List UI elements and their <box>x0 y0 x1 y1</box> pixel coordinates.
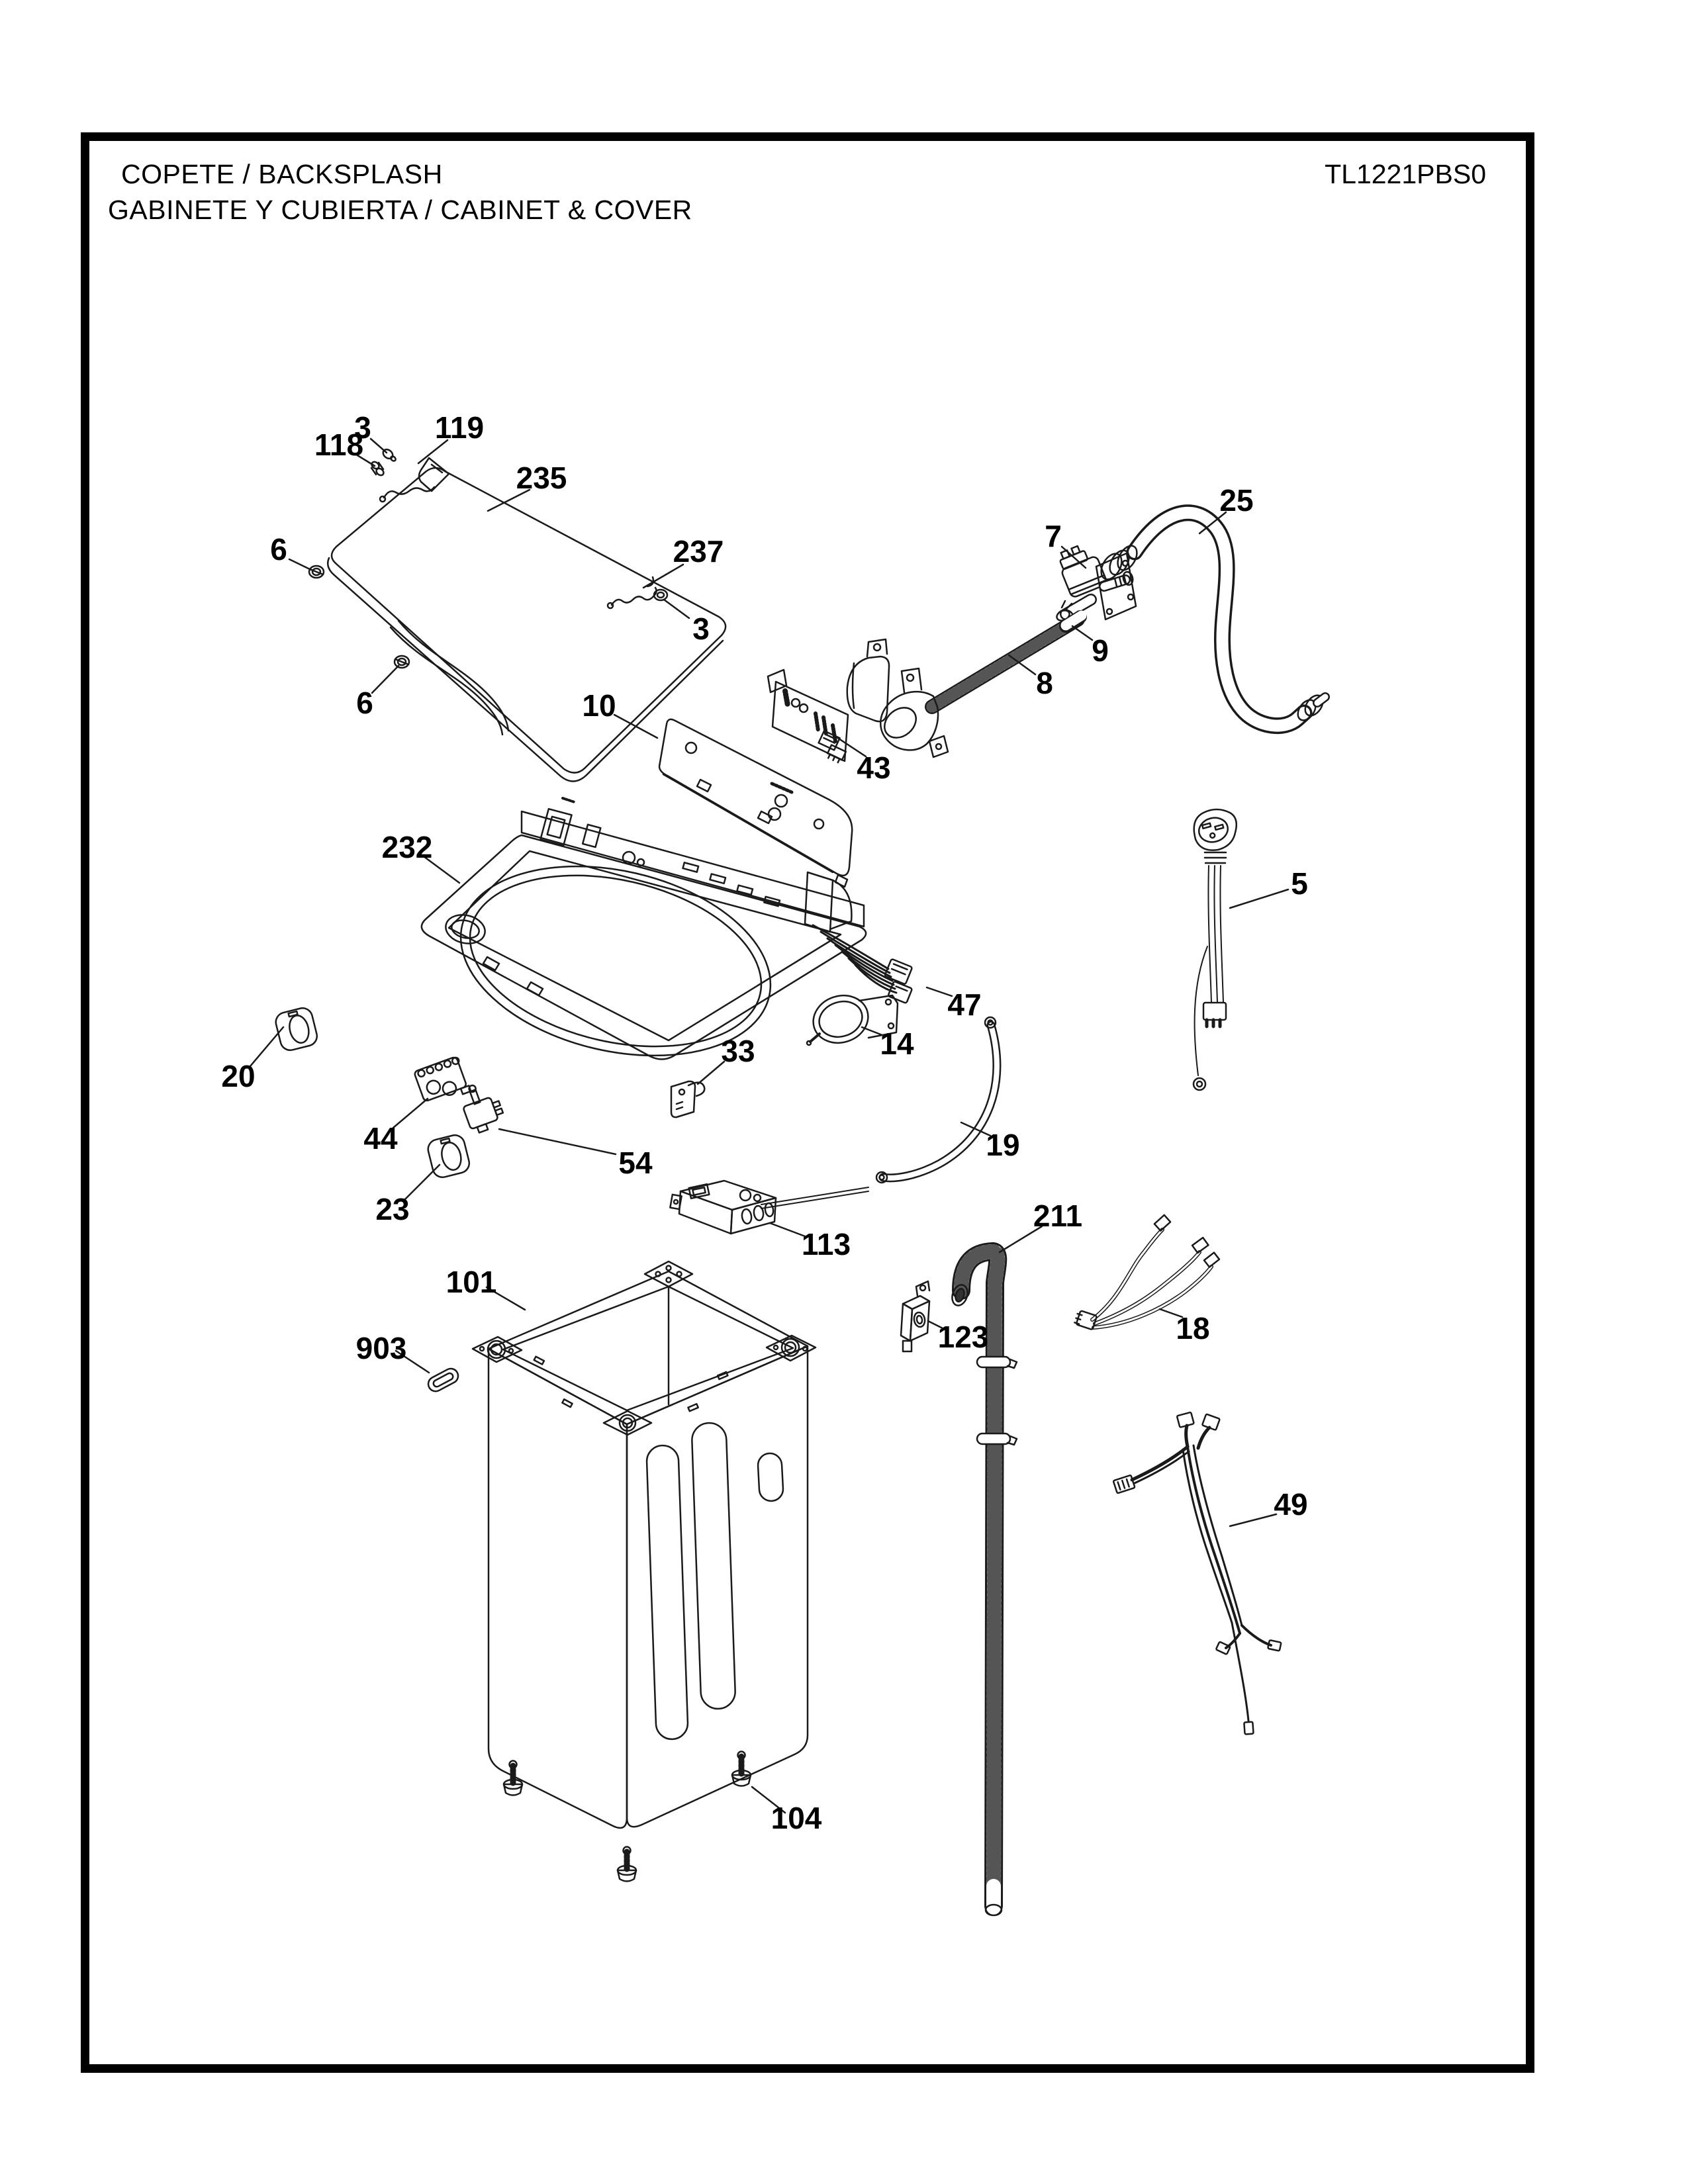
callout-237: 237 <box>673 534 724 569</box>
page-title-line1: COPETE / BACKSPLASH <box>121 159 443 189</box>
lid-hinge-part <box>380 458 449 502</box>
switch-board-44-part <box>414 1056 471 1107</box>
backsplash-endcap-part <box>847 639 889 721</box>
top-panel-part <box>422 798 866 1084</box>
timer-part <box>670 1181 868 1234</box>
bushing-118 <box>371 461 385 477</box>
callout-9: 9 <box>1092 633 1109 668</box>
callout-10: 10 <box>582 688 616 723</box>
nut-3 <box>654 590 667 600</box>
callout-118: 118 <box>314 428 364 462</box>
model-number: TL1221PBS0 <box>1325 159 1486 189</box>
callout-19: 19 <box>986 1128 1020 1162</box>
callout-44: 44 <box>363 1121 398 1156</box>
callout-18: 18 <box>1176 1311 1210 1345</box>
callout-33: 33 <box>721 1034 755 1068</box>
wire-harness-49-part <box>1113 1412 1282 1735</box>
callout-54: 54 <box>618 1146 653 1180</box>
callout-7: 7 <box>1045 519 1062 553</box>
control-board-part <box>768 670 848 764</box>
spring-237 <box>608 577 657 608</box>
callout-104: 104 <box>771 1801 822 1835</box>
callout-232: 232 <box>381 830 433 864</box>
lid-lock-part <box>901 1281 929 1351</box>
callout-49: 49 <box>1274 1487 1308 1522</box>
wire-connector-47-part <box>813 925 919 1003</box>
clip-903-part <box>426 1366 461 1394</box>
callout-211: 211 <box>1033 1199 1083 1233</box>
callout-101: 101 <box>445 1265 497 1299</box>
callout-47: 47 <box>947 987 982 1022</box>
callout-113: 113 <box>801 1227 851 1261</box>
callout-6: 6 <box>356 686 373 720</box>
cabinet-part <box>473 1261 816 1828</box>
lid-cover-part <box>328 468 726 782</box>
callout-25: 25 <box>1219 483 1254 518</box>
screw-6-bottom <box>395 656 409 668</box>
callout-20: 20 <box>221 1059 256 1093</box>
callout-235: 235 <box>516 461 567 495</box>
inlet-hose-part <box>1097 513 1327 726</box>
callout-leader-lines <box>250 439 1288 1813</box>
callout-903: 903 <box>355 1331 407 1365</box>
callout-8: 8 <box>1036 666 1053 700</box>
callout-119: 119 <box>434 410 485 445</box>
callout-6: 6 <box>270 532 287 567</box>
page-title-line2: GABINETE Y CUBIERTA / CABINET & COVER <box>108 195 692 225</box>
power-cord-part <box>1194 809 1237 1090</box>
callout-123: 123 <box>937 1320 989 1354</box>
callout-5: 5 <box>1291 866 1308 901</box>
callout-43: 43 <box>857 751 891 785</box>
callout-23: 23 <box>375 1192 410 1226</box>
callout-3: 3 <box>354 410 371 445</box>
callout-3: 3 <box>692 612 710 646</box>
lid-switch-part <box>671 1081 704 1117</box>
callout-14: 14 <box>880 1026 914 1061</box>
screw-6-left <box>309 566 324 578</box>
